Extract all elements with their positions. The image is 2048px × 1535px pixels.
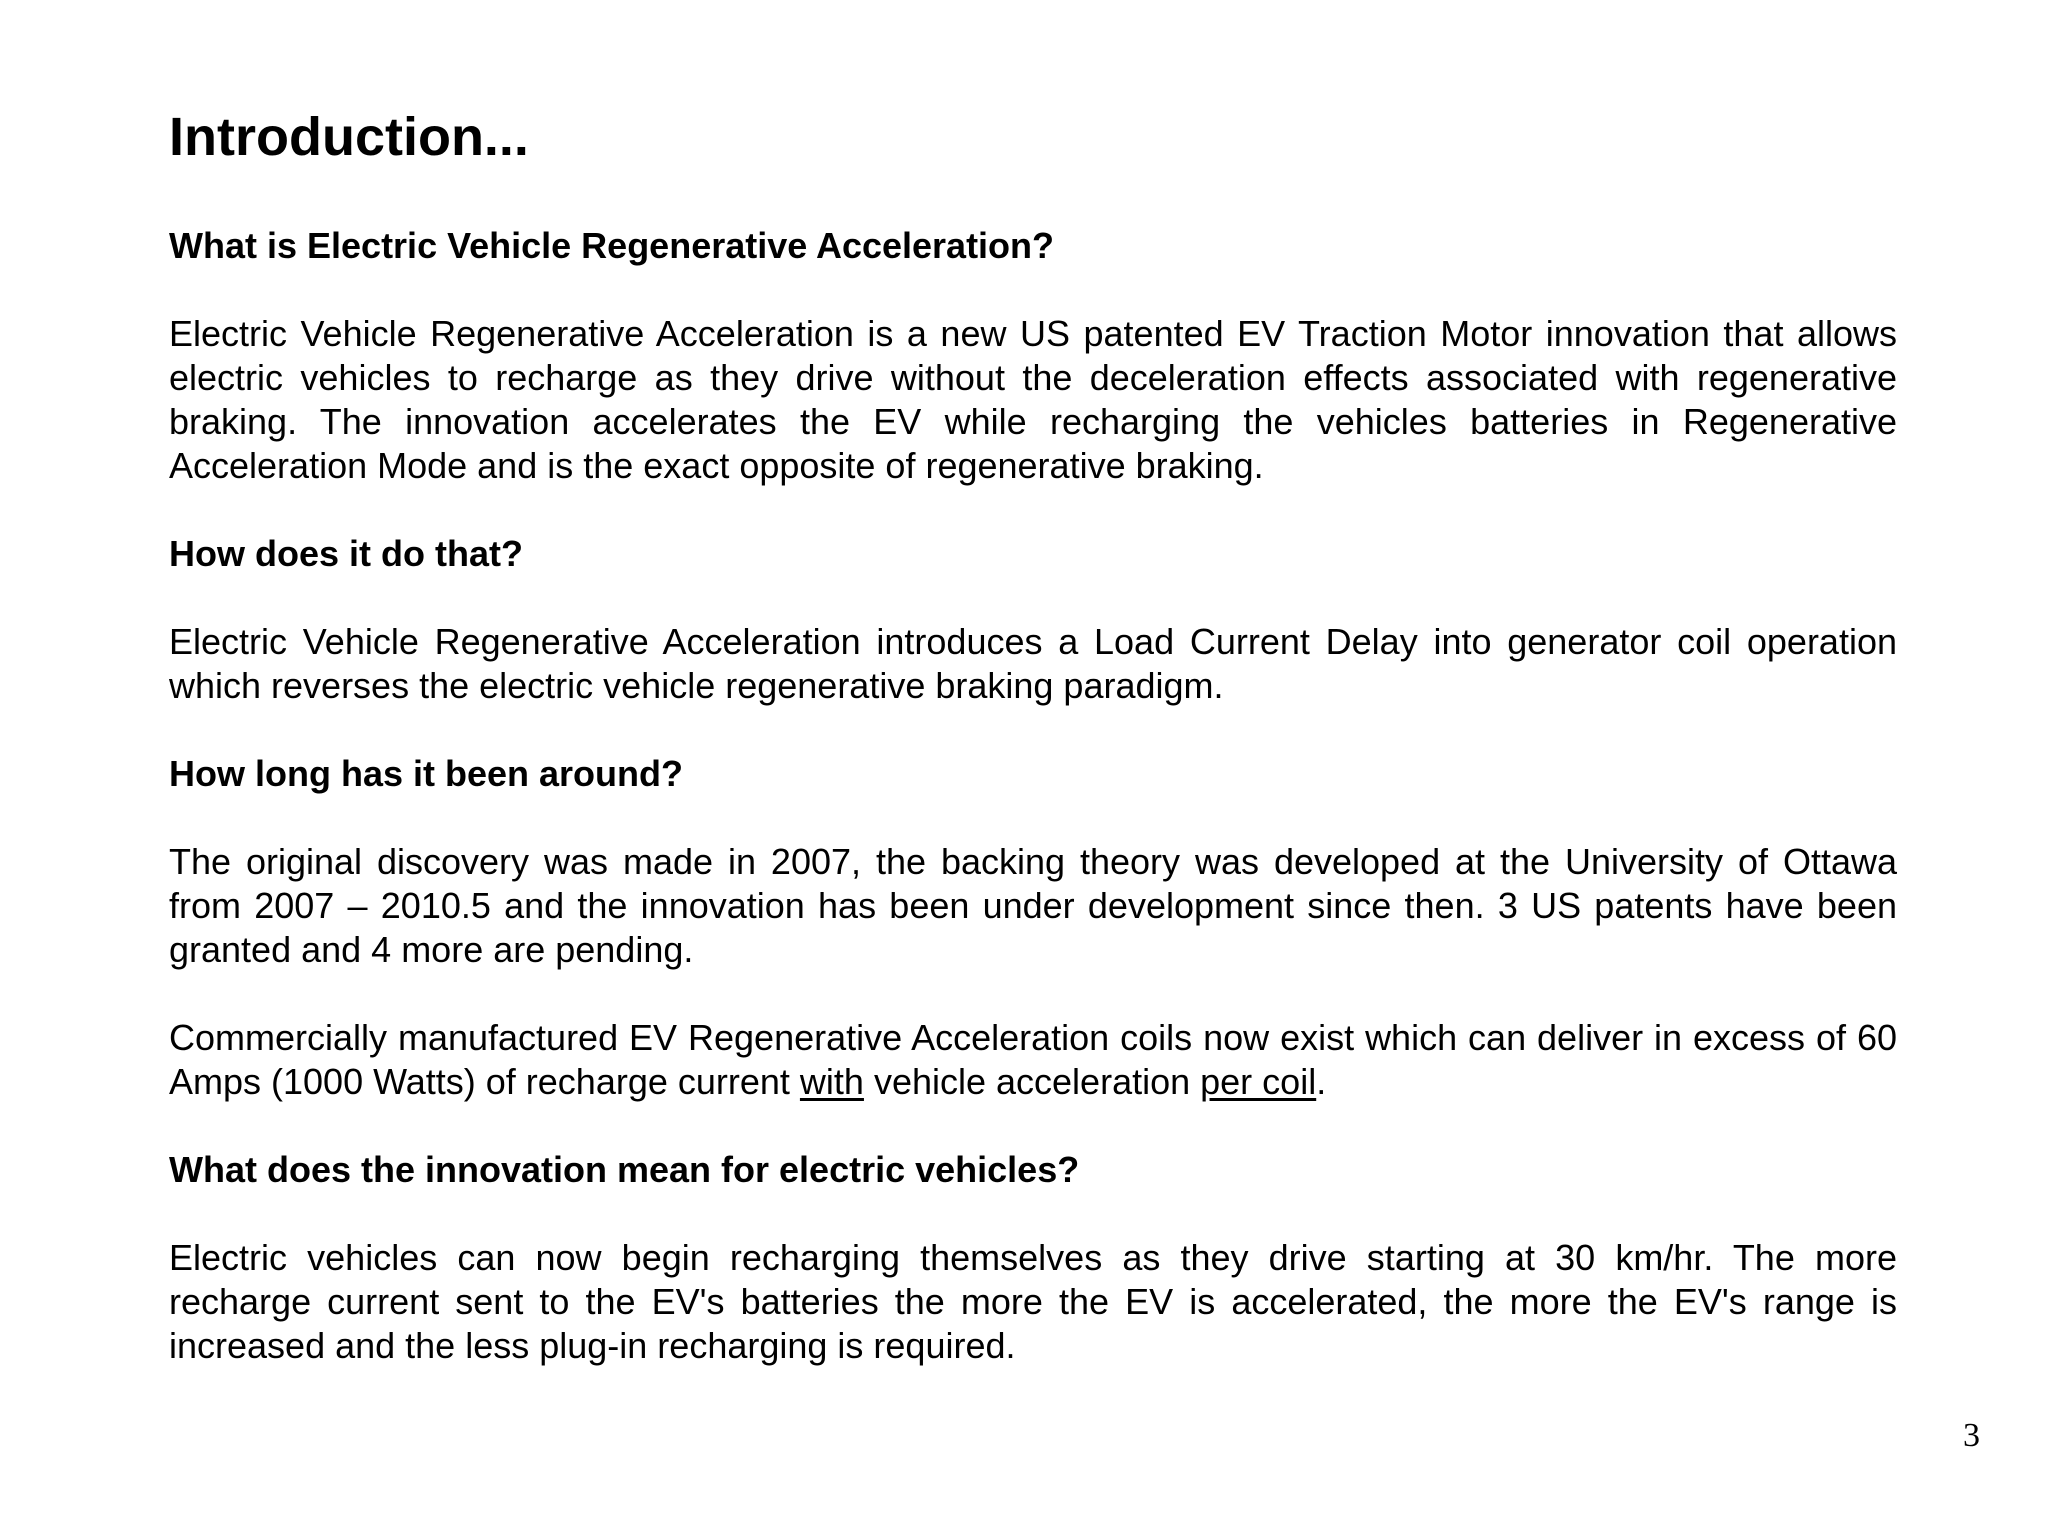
spacer	[169, 796, 1897, 840]
section-heading-what-does: What does the innovation mean for electric vehicles?	[169, 1149, 1080, 1190]
page-number: 3	[1963, 1417, 1980, 1454]
section-paragraph-what-is: Electric Vehicle Regenerative Acceleration is a new US patented EV Traction Motor innovation that allows electric vehicles to recharge as they drive without the deceleration effects associated with regenerative braking. The innovation accelerates the EV while recharging the vehicles batteries in Regenerative Acceleration Mode and is the exact opposite of regenerative braking.	[169, 313, 1897, 486]
spacer	[169, 1104, 1897, 1148]
commercial-text-part-2: vehicle acceleration	[863, 1061, 1201, 1102]
commercial-text-part-1: Commercially manufactured EV Regenerative Acceleration coils now exist which can deliver in excess of 60 Amps (1000 Watts) of recharge current	[169, 1017, 1897, 1102]
section-paragraph-what-does: Electric vehicles can now begin recharging themselves as they drive starting at 30 km/hr. The more recharge current sent to the EV's batteries the more the EV is accelerated, the more the EV's range is increased and the less plug-in recharging is required.	[169, 1237, 1897, 1366]
section-heading-what-is: What is Electric Vehicle Regenerative Acceleration?	[169, 225, 1055, 266]
spacer	[169, 576, 1897, 620]
section-paragraph-how-long: The original discovery was made in 2007, the backing theory was developed at the University of Ottawa from 2007 – 2010.5 and the innovation has been under development since then. 3 US patents have been granted and 4 more are pending.	[169, 841, 1897, 970]
spacer	[169, 174, 1897, 224]
spacer	[169, 708, 1897, 752]
spacer	[169, 268, 1897, 312]
spacer	[169, 972, 1897, 1016]
spacer	[169, 488, 1897, 532]
page-title: Introduction...	[169, 107, 529, 167]
section-heading-how-long: How long has it been around?	[169, 753, 684, 794]
document-page	[169, 100, 1897, 1368]
commercial-text-part-3: .	[1316, 1061, 1327, 1102]
section-paragraph-how-does: Electric Vehicle Regenerative Acceleration introduces a Load Current Delay into generator coil operation which reverses the electric vehicle regenerative braking paradigm.	[169, 621, 1897, 706]
spacer	[169, 1192, 1897, 1236]
underlined-per-coil: per coil	[1200, 1061, 1317, 1102]
section-heading-how-does: How does it do that?	[169, 533, 523, 574]
underlined-with: with	[799, 1061, 864, 1102]
section-paragraph-commercial	[169, 1016, 1897, 1104]
